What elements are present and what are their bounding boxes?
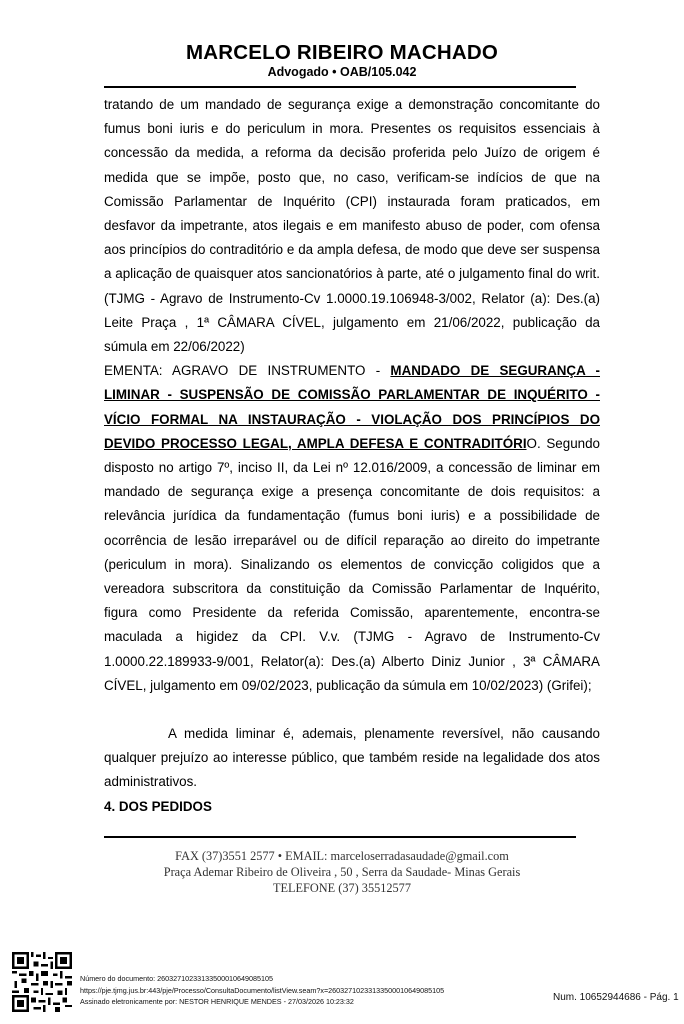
footer-phone: TELEFONE (37) 35512577 — [273, 881, 411, 895]
document-metadata — [80, 973, 444, 1008]
signature-line: Assinado eletronicamente por: NESTOR HENRIQUE MENDES - 27/03/2026 10:23:32 — [80, 997, 354, 1006]
document-url[interactable]: https://pje.tjmg.jus.br:443/pje/Processo/ConsultaDocumento/listView.seam?x=26032710233133500010649085105 — [80, 985, 445, 995]
paragraph-3: A medida liminar é, ademais, plenamente reversível, não causando qualquer prejuízo ao interesse público, que também reside na legalidade dos atos administrativos. — [104, 726, 600, 790]
author-name: MARCELO RIBEIRO MACHADO — [185, 41, 499, 64]
ementa-rest: O. Segundo disposto no artigo 7º, inciso II, da Lei nº 12.016/2009, a concessão de liminar em mandado de segurança exige a presença concomitante de dois requisitos: a relevância jurídica da fundamentação (fumus boni iuris) e a possibilidade de ocorrência de lesão irreparável ou de difícil reparação ao direito do impetrante (periculum in mora). Sinalizando os elementos de convicção coligidos que a vereadora subscritora da constituição da Comissão Parlamentar de Inquérito, figura como Presidente da referida Comissão, aparentemente, encontra-se maculada a higidez da CPI. V.v. (TJMG - Agravo de Instrumento-Cv 1.0000.22.189933-9/001, Relator(a): Des.(a) Alberto Diniz Junior , 3ª CÂMARA CÍVEL, julgamento em 09/02/2023, publicação da súmula em 10/02/2023) (Grifei); — [104, 435, 600, 693]
author-subtitle: Advogado • OAB/105.042 — [267, 65, 417, 79]
paragraph-1: tratando de um mandado de segurança exige a demonstração concomitante do fumus boni iuris e do periculum in mora. Presentes os requisitos essenciais à concessão da medida, a reforma da decisão proferida pelo Juízo de origem é medida que se impõe, posto que, no caso, verificam-se indícios de que na Comissão Parlamentar de Inquérito (CPI) instaurada foram praticados, em desfavor da impetrante, atos ilegais e em manifesto abuso de poder, com ofensa aos princípios do contraditório e da ampla defesa, de modo que deve ser suspensa a aplicação de quaisquer atos sancionatórios à parte, até o julgamento final do writ. (TJMG - Agravo de Instrumento-Cv 1.0000.19.106948-3/002, Relator (a): Des.(a) Leite Praça , 1ª CÂMARA CÍVEL, julgamento em 21/06/2022, publicação da súmula em 22/06/2022) — [104, 97, 600, 355]
header-rule — [104, 86, 576, 88]
ementa-highlight: MANDADO DE SEGURANÇA - LIMINAR - SUSPENSÃO DE COMISSÃO PARLAMENTAR DE INQUÉRITO - VÍCIO FORMAL NA INSTAURAÇÃO - VIOLAÇÃO DOS PRINCÍPIOS DO DEVIDO PROCESSO LEGAL, AMPLA DEFESA E CONTRADITÓRI — [104, 363, 600, 451]
document-body — [104, 93, 600, 819]
document-number: Número do documento: 26032710233133500010649085105 — [80, 974, 274, 983]
footer-address: Praça Ademar Ribeiro de Oliveira , 50 , Serra da Saudade- Minas Gerais — [163, 865, 521, 879]
ementa-prefix: EMENTA: AGRAVO DE INSTRUMENTO - — [104, 363, 391, 379]
section-heading: 4. DOS PEDIDOS — [104, 798, 212, 814]
footer-contact: FAX (37)3551 2577 • EMAIL: marceloserradasaudade@gmail.com — [175, 849, 509, 863]
qr-code-icon — [12, 952, 72, 1012]
letterhead-footer — [0, 848, 684, 896]
page-number: Num. 10652944686 - Pág. 1 — [553, 992, 679, 1003]
footer-rule — [104, 836, 576, 838]
paragraph-2 — [104, 359, 600, 698]
